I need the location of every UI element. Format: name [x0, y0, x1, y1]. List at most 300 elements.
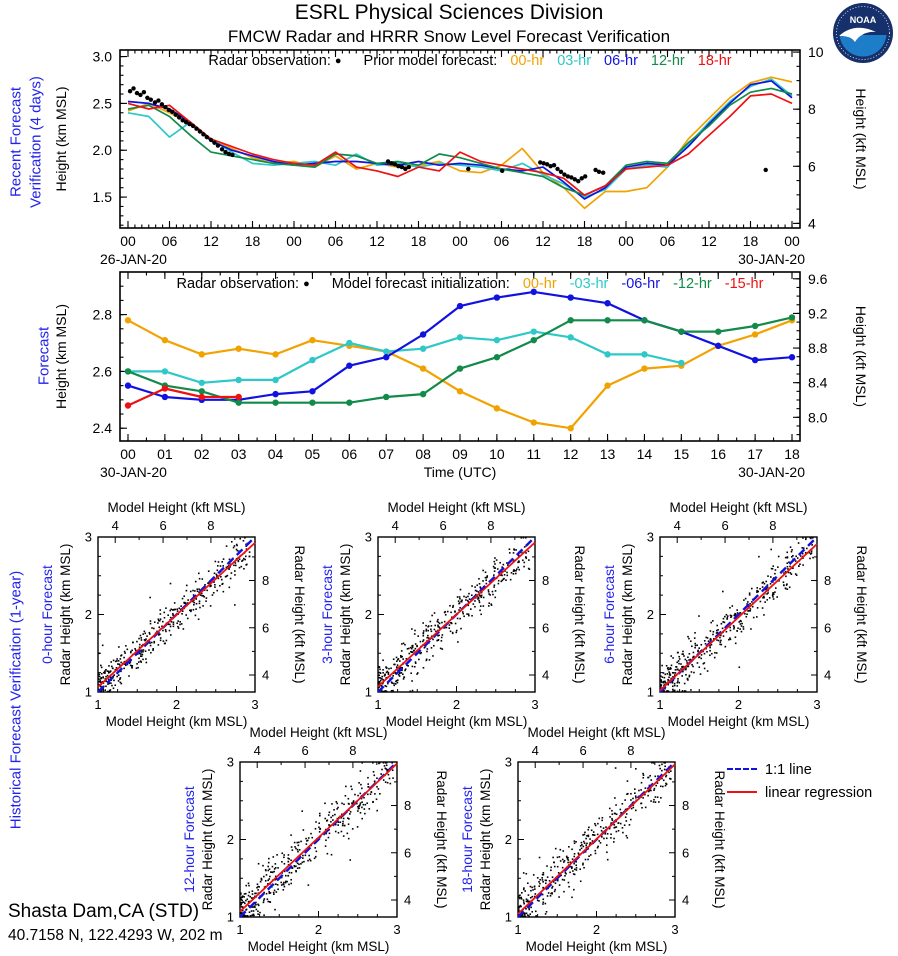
- right-kft-tick-label: 4: [682, 892, 690, 908]
- y-right-tick-label: 8.0: [808, 409, 828, 426]
- scatter-point: [785, 587, 787, 589]
- scatter-point: [400, 655, 402, 657]
- scatter-point: [427, 635, 429, 637]
- y-tick-label: 3: [646, 529, 654, 545]
- scatter-point: [503, 564, 505, 566]
- scatter-point: [466, 613, 468, 615]
- scatter-point: [373, 775, 375, 777]
- scatter-point: [183, 595, 185, 597]
- scatter-point: [511, 572, 513, 574]
- scatter-point: [806, 548, 808, 550]
- x-tick-label: 06: [659, 233, 676, 249]
- scatter-point: [517, 567, 519, 569]
- scatter-point: [625, 816, 627, 818]
- scatter-point: [772, 592, 774, 594]
- scatter-point: [144, 631, 146, 633]
- scatter-point: [186, 590, 188, 592]
- radar-observation-dot: [500, 169, 504, 173]
- scatter-point: [622, 803, 624, 805]
- scatter-point: [100, 665, 102, 667]
- scatter-point: [142, 659, 144, 661]
- scatter-point: [470, 608, 472, 610]
- scatter-point: [461, 599, 463, 601]
- y-tick-label: 1: [364, 684, 372, 700]
- x-tick-label: 2: [734, 697, 743, 712]
- scatter-point: [474, 606, 476, 608]
- regression-line: [518, 764, 675, 914]
- scatter-point: [647, 795, 649, 797]
- scatter-point: [640, 803, 642, 805]
- scatter-point: [119, 678, 121, 680]
- scatter-point: [613, 841, 615, 843]
- scatter-point: [360, 812, 362, 814]
- scatter-point: [576, 869, 578, 871]
- right-kft-tick-label: 4: [262, 667, 270, 683]
- top-kft-tick-label: 6: [579, 743, 587, 758]
- series-marker: [125, 317, 131, 323]
- scatter-point: [573, 856, 575, 858]
- scatter-point: [739, 628, 741, 630]
- scatter-point: [307, 840, 309, 842]
- scatter-point: [214, 586, 216, 588]
- scatter-point: [685, 674, 687, 676]
- scatter-point: [240, 904, 242, 906]
- scatter-point: [759, 588, 761, 590]
- scatter-point: [642, 773, 644, 775]
- scatter-point: [632, 798, 634, 800]
- scatter-point: [579, 849, 581, 851]
- scatter-point: [726, 618, 728, 620]
- scatter-point: [306, 843, 308, 845]
- scatter-point: [692, 666, 694, 668]
- x-tick-label: 16: [710, 446, 727, 462]
- scatter-3hr-title: 3-hour Forecast: [319, 565, 335, 664]
- scatter-point: [474, 586, 476, 588]
- scatter-point: [196, 588, 198, 590]
- scatter-point: [205, 600, 207, 602]
- scatter-point: [166, 640, 168, 642]
- scatter-point: [426, 629, 428, 631]
- scatter-point: [523, 872, 525, 874]
- scatter-point: [386, 691, 388, 693]
- scatter-point: [98, 681, 100, 683]
- scatter-point: [382, 672, 384, 674]
- scatter-point: [378, 666, 380, 668]
- scatter-point: [494, 567, 496, 569]
- scatter-point: [177, 626, 179, 628]
- scatter-point: [404, 644, 406, 646]
- scatter-point: [479, 602, 481, 604]
- scatter-point: [240, 897, 242, 899]
- scatter-point: [214, 584, 216, 586]
- scatter-point: [522, 559, 524, 561]
- legend-item-00-hr: 00-hr: [522, 276, 557, 292]
- radar-observation-dot: [177, 115, 181, 119]
- scatter-point: [519, 898, 521, 900]
- scatter-point: [798, 565, 800, 567]
- scatter-point: [378, 674, 380, 676]
- scatter-point: [290, 883, 292, 885]
- scatter-point: [281, 852, 283, 854]
- scatter-point: [598, 840, 600, 842]
- scatter-point: [530, 890, 532, 892]
- scatter-point: [597, 823, 599, 825]
- x-tick-label: 1: [236, 922, 244, 937]
- scatter-point: [563, 879, 565, 881]
- series-marker: [420, 391, 426, 397]
- scatter-point: [113, 680, 115, 682]
- top-kft-tick-label: 8: [769, 518, 777, 533]
- scatter-point: [138, 638, 140, 640]
- scatter-point: [423, 667, 425, 669]
- scatter-point: [390, 783, 392, 785]
- regression-label: linear regression: [765, 785, 873, 801]
- y-tick-label: 1: [84, 684, 92, 700]
- y-tick-label: 2: [226, 832, 234, 847]
- scatter-point: [150, 652, 152, 654]
- scatter-point: [195, 608, 197, 610]
- scatter-point: [545, 913, 547, 915]
- scatter-point: [311, 837, 313, 839]
- scatter-point: [264, 898, 266, 900]
- scatter-point: [654, 788, 656, 790]
- scatter-point: [245, 556, 247, 558]
- scatter-point: [268, 878, 270, 880]
- scatter-point: [441, 648, 443, 650]
- series-marker: [383, 348, 389, 354]
- scatter-point: [494, 584, 496, 586]
- scatter-point: [700, 658, 702, 660]
- scatter-point: [767, 575, 769, 577]
- scatter-point: [194, 590, 196, 592]
- scatter-point: [159, 609, 161, 611]
- scatter-point: [787, 588, 789, 590]
- scatter-point: [401, 650, 403, 652]
- scatter-point: [244, 537, 246, 539]
- y-axis-label-left: Height (km MSL): [53, 86, 69, 192]
- scatter-point: [549, 880, 551, 882]
- x-tick-label: 1: [514, 922, 522, 937]
- scatter-point: [384, 674, 386, 676]
- scatter-point: [430, 629, 432, 631]
- top-kft-tick-label: 8: [487, 518, 495, 533]
- scatter-point: [482, 580, 484, 582]
- scatter-point: [809, 558, 811, 560]
- scatter-point: [805, 537, 807, 539]
- scatter-point: [269, 892, 271, 894]
- scatter-point: [573, 863, 575, 865]
- x-axis-label-top: Model Height (kft MSL): [387, 500, 526, 515]
- scatter-point: [361, 801, 363, 803]
- scatter-point: [318, 822, 320, 824]
- x-tick-label: 18: [244, 233, 261, 249]
- scatter-point: [725, 646, 727, 648]
- scatter-point: [185, 614, 187, 616]
- scatter-point: [216, 574, 218, 576]
- scatter-point: [764, 583, 766, 585]
- scatter-point: [492, 591, 494, 593]
- scatter-point: [272, 866, 274, 868]
- scatter-point: [118, 680, 120, 682]
- scatter-point: [187, 618, 189, 620]
- scatter-point: [709, 654, 711, 656]
- series-marker: [457, 388, 463, 394]
- scatter-point: [423, 632, 425, 634]
- scatter-point: [609, 808, 611, 810]
- scatter-point: [493, 574, 495, 576]
- scatter-point: [550, 869, 552, 871]
- scatter-point: [110, 689, 112, 691]
- scatter-point: [557, 880, 559, 882]
- scatter-point: [657, 796, 659, 798]
- scatter-point: [283, 882, 285, 884]
- scatter-point: [479, 586, 481, 588]
- scatter-point: [741, 623, 743, 625]
- scatter-point: [706, 651, 708, 653]
- scatter-point: [528, 909, 530, 911]
- scatter-point: [199, 600, 201, 602]
- scatter-point: [534, 893, 536, 895]
- scatter-point: [267, 898, 269, 900]
- scatter-point: [357, 810, 359, 812]
- scatter-point: [333, 809, 335, 811]
- scatter-point: [151, 642, 153, 644]
- scatter-point: [564, 875, 566, 877]
- top-kft-tick-label: 8: [627, 743, 635, 758]
- x-tick-label: 13: [599, 446, 616, 462]
- obs-legend-label: Radar observation:: [176, 276, 300, 292]
- series-marker: [789, 314, 795, 320]
- scatter-point: [374, 781, 376, 783]
- top-kft-tick-label: 4: [673, 518, 681, 533]
- y-axis-label-right: Height (kft MSL): [853, 88, 869, 190]
- scatter-point: [343, 818, 345, 820]
- scatter-point: [582, 846, 584, 848]
- scatter-point: [229, 587, 231, 589]
- series-marker: [199, 388, 205, 394]
- scatter-point: [338, 832, 340, 834]
- scatter-point: [418, 659, 420, 661]
- scatter-point: [379, 682, 381, 684]
- scatter-point: [124, 651, 126, 653]
- scatter-point: [521, 898, 523, 900]
- scatter-point: [587, 829, 589, 831]
- scatter-point: [315, 821, 317, 823]
- section-label-recent-1: Recent Forecast: [7, 86, 25, 198]
- scatter-point: [467, 596, 469, 598]
- series-marker: [346, 363, 352, 369]
- legend-item-06-hr: 06-hr: [604, 53, 638, 69]
- right-kft-tick-label: 8: [262, 573, 270, 589]
- y-tick-label: 2: [84, 607, 92, 622]
- model-legend-label: Model forecast initialization:: [331, 276, 510, 292]
- scatter-point: [704, 668, 706, 670]
- scatter-point: [273, 892, 275, 894]
- right-kft-tick-label: 8: [824, 573, 832, 589]
- scatter-point: [337, 824, 339, 826]
- scatter-point: [198, 573, 200, 575]
- scatter-point: [611, 810, 613, 812]
- scatter-point: [705, 637, 707, 639]
- x-tick-label: 3: [251, 697, 259, 712]
- scatter-point: [763, 614, 765, 616]
- scatter-point: [736, 609, 738, 611]
- regression-line: [98, 543, 255, 687]
- scatter-point: [237, 550, 239, 552]
- scatter-point: [476, 584, 478, 586]
- scatter-12hr-title: 12-hour Forecast: [181, 786, 197, 893]
- scatter-point: [554, 891, 556, 893]
- scatter-point: [193, 609, 195, 611]
- scatter-point: [319, 813, 321, 815]
- scatter-point: [551, 893, 553, 895]
- series-marker: [383, 394, 389, 400]
- scatter-point: [475, 590, 477, 592]
- scatter-point: [580, 845, 582, 847]
- scatter-point: [614, 797, 616, 799]
- scatter-point: [432, 655, 434, 657]
- scatter-point: [627, 780, 629, 782]
- scatter-point: [388, 673, 390, 675]
- scatter-point: [183, 628, 185, 630]
- scatter-point: [607, 859, 609, 861]
- scatter-point: [606, 851, 608, 853]
- scatter-point: [452, 605, 454, 607]
- scatter-point: [223, 558, 225, 560]
- scatter-point: [762, 597, 764, 599]
- scatter-point: [664, 674, 666, 676]
- scatter-point: [479, 583, 481, 585]
- scatter-point: [488, 605, 490, 607]
- scatter-point: [665, 783, 667, 785]
- scatter-point: [483, 597, 485, 599]
- scatter-point: [745, 598, 747, 600]
- legend-entry-one-to-one: [727, 762, 872, 778]
- scatter-point: [635, 768, 637, 770]
- radar-observation-dot: [131, 86, 135, 90]
- series-marker: [162, 385, 168, 391]
- series-marker: [309, 337, 315, 343]
- section-label-forecast: Forecast: [35, 326, 53, 386]
- scatter-point: [493, 586, 495, 588]
- scatter-point: [687, 678, 689, 680]
- scatter-point: [594, 823, 596, 825]
- x-tick-label: 3: [393, 922, 401, 937]
- scatter-point: [386, 686, 388, 688]
- scatter-point: [102, 676, 104, 678]
- scatter-point: [252, 893, 254, 895]
- series-marker: [604, 382, 610, 388]
- scatter-point: [496, 559, 498, 561]
- scatter-point: [471, 615, 473, 617]
- scatter-point: [667, 691, 669, 693]
- radar-observation-dot: [559, 170, 563, 174]
- scatter-point: [552, 857, 554, 859]
- series-marker: [125, 402, 131, 408]
- scatter-point: [342, 821, 344, 823]
- scatter-point: [136, 667, 138, 669]
- scatter-point: [459, 618, 461, 620]
- scatter-point: [292, 849, 294, 851]
- scatter-point: [501, 575, 503, 577]
- x-date-right: 30-JAN-20: [738, 251, 805, 267]
- scatter-point: [488, 589, 490, 591]
- radar-observation-dot: [149, 97, 153, 101]
- scatter-point: [198, 588, 200, 590]
- scatter-point: [655, 796, 657, 798]
- scatter-point: [199, 578, 201, 580]
- scatter-point: [291, 846, 293, 848]
- scatter-point: [547, 876, 549, 878]
- y-axis-label-left: Radar Height (km MSL): [620, 543, 635, 686]
- recent-verification-panel: [120, 50, 800, 228]
- scatter-point: [616, 831, 618, 833]
- scatter-point: [331, 803, 333, 805]
- scatter-point: [571, 868, 573, 870]
- scatter-point: [140, 655, 142, 657]
- scatter-point: [521, 892, 523, 894]
- series-marker: [789, 354, 795, 360]
- scatter-point: [158, 618, 160, 620]
- scatter-point: [423, 639, 425, 641]
- scatter-point: [297, 851, 299, 853]
- recent-verification-series-03-hr: [128, 79, 792, 197]
- scatter-point: [457, 618, 459, 620]
- scatter-point: [694, 643, 696, 645]
- scatter-point: [582, 863, 584, 865]
- scatter-point: [716, 630, 718, 632]
- scatter-point: [669, 667, 671, 669]
- scatter-point: [735, 643, 737, 645]
- scatter-point: [642, 777, 644, 779]
- radar-observation-dot: [198, 129, 202, 133]
- scatter-point: [663, 691, 665, 693]
- series-marker: [567, 425, 573, 431]
- scatter-point: [342, 823, 344, 825]
- x-date-left: 30-JAN-20: [100, 464, 167, 480]
- scatter-point: [396, 657, 398, 659]
- legend-item--12-hr: -12-hr: [673, 276, 712, 292]
- scatter-point: [199, 603, 201, 605]
- scatter-point: [382, 691, 384, 693]
- scatter-point: [239, 538, 241, 540]
- scatter-point: [240, 566, 242, 568]
- scatter-point: [721, 623, 723, 625]
- scatter-point: [221, 583, 223, 585]
- radar-observation-dot: [552, 163, 556, 167]
- scatter-point: [159, 633, 161, 635]
- scatter-point: [659, 765, 661, 767]
- scatter-point: [140, 637, 142, 639]
- scatter-point: [431, 625, 433, 627]
- scatter-point: [221, 579, 223, 581]
- scatter-point: [287, 861, 289, 863]
- scatter-point: [331, 854, 333, 856]
- page-title: ESRL Physical Sciences Division: [294, 1, 604, 24]
- scatter-point: [329, 812, 331, 814]
- scatter-point: [422, 641, 424, 643]
- scatter-point: [576, 867, 578, 869]
- scatter-point: [762, 586, 764, 588]
- scatter-point: [574, 869, 576, 871]
- scatter-point: [198, 618, 200, 620]
- scatter-point: [99, 680, 101, 682]
- scatter-point: [583, 867, 585, 869]
- series-marker: [715, 343, 721, 349]
- scatter-point: [410, 672, 412, 674]
- scatter-point: [465, 597, 467, 599]
- scatter-point: [388, 774, 390, 776]
